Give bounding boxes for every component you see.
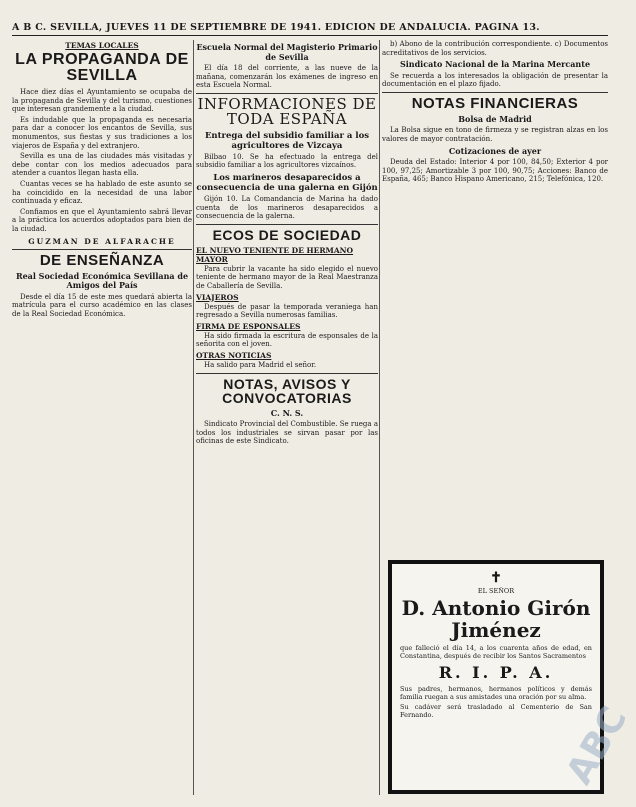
- divider: [196, 93, 378, 94]
- subhead-teniente: EL NUEVO TENIENTE DE HERMANO MAYOR: [196, 245, 354, 264]
- article-paragraph: Se recuerda a los interesados la obligación de presentar la documentación en el plazo fijado.: [382, 71, 608, 89]
- obituary-foot: Su cadáver será trasladado al Cementerio de San Fernando.: [400, 703, 592, 719]
- page-header: A B C. SEVILLA, JUEVES 11 DE SEPTIEMBRE DE 1941. EDICION DE ANDALUCIA. PAGINA 13.: [12, 22, 608, 36]
- divider: [196, 224, 378, 225]
- obituary-top: EL SEÑOR: [477, 587, 515, 595]
- subhead-bolsa: Bolsa de Madrid: [458, 113, 532, 124]
- article-paragraph: Hace diez días el Ayuntamiento se ocupaba de la propaganda de Sevilla y del turismo, cuestiones que interesan grandemente a la ciudad.: [12, 88, 192, 114]
- cross-icon: ✝: [490, 570, 502, 586]
- headline-propaganda: LA PROPAGANDA DE SEVILLA: [15, 51, 189, 84]
- column-rule: [379, 40, 380, 795]
- article-paragraph: Sindicato Provincial del Combustible. Se ruega a todos los industriales se sirvan pasar por las oficinas de este Sindicato.: [196, 420, 378, 446]
- divider: [196, 373, 378, 374]
- obituary-box: [388, 560, 604, 794]
- headline-financieras: NOTAS FINANCIERAS: [411, 94, 579, 112]
- article-paragraph: Confiamos en que el Ayuntamiento sabrá llevar a la práctica los acuerdos adoptados para bien de la ciudad.: [12, 207, 192, 233]
- subhead-subsidio: Entrega del subsidio familiar a los agricultores de Vizcaya: [204, 130, 370, 151]
- watermark: ABC: [559, 700, 636, 792]
- article-paragraph: Cuantas veces se ha hablado de este asunto se ha coincidido en la necesidad de una labor continuada y eficaz.: [12, 179, 192, 206]
- headline-ecos: ECOS DE SOCIEDAD: [212, 226, 362, 243]
- divider: [12, 249, 192, 250]
- section-otras: OTRAS NOTICIAS: [196, 350, 272, 360]
- obituary-body: Sus padres, hermanos, hermanos políticos y demás familia ruegan a sus amistades una oración por su alma.: [400, 685, 592, 701]
- subhead-marineros: Los marineros desaparecidos a consecuencia de una galerna en Gijón: [196, 172, 378, 193]
- subhead-cns: C. N. S.: [270, 407, 304, 418]
- article-paragraph: Después de pasar la temporada veraniega han regresado a Sevilla numerosas familias.: [196, 302, 378, 320]
- subhead-cotizaciones: Cotizaciones de ayer: [448, 145, 542, 156]
- article-paragraph: b) Abono de la contribución correspondiente. c) Documentos acreditativos de los servicios.: [382, 40, 608, 57]
- article-paragraph: Gijón 10. La Comandancia de Marina ha dado cuenta de los marineros desaparecidos a consecuencia de la galerna.: [196, 194, 378, 221]
- subhead-escuela-normal: Escuela Normal del Magisterio Primario de Sevilla: [196, 42, 378, 62]
- article-paragraph: Ha sido firmada la escritura de esponsales de la señorita con el joven.: [196, 331, 378, 349]
- signature: GUZMAN DE ALFARACHE: [28, 236, 176, 246]
- article-paragraph: Deuda del Estado: Interior 4 por 100, 84,50; Exterior 4 por 100, 97,25; Amortizable 3 por 100, 90,75; Acciones: Banco de España, 465; Banco Hispano Americano, 215; Telefónica, 120.: [382, 158, 608, 184]
- article-paragraph: El día 18 del corriente, a las nueve de la mañana, comenzarán los exámenes de ingreso en esta Escuela Normal.: [196, 64, 378, 90]
- obituary-line: que falleció el día 14, a los cuarenta años de edad, en Constantina, después de recibir los Santos Sacramentos: [400, 644, 592, 660]
- headline-ensenanza: DE ENSEÑANZA: [39, 251, 165, 269]
- article-paragraph: La Bolsa sigue en tono de firmeza y se registran alzas en los valores de mayor contratación.: [382, 126, 608, 143]
- kicker: TEMAS LOCALES: [65, 41, 139, 50]
- column-rule: [193, 40, 194, 795]
- subhead-marina: Sindicato Nacional de la Marina Mercante: [399, 59, 591, 70]
- article-paragraph: Desde el día 15 de este mes quedará abierta la matrícula para el curso académico en las clases de la Real Sociedad Económica.: [12, 292, 192, 318]
- subhead-sociedad: Real Sociedad Económica Sevillana de Amigos del País: [15, 270, 189, 290]
- obituary-ripa: R. I. P. A.: [438, 663, 554, 682]
- section-viajeros: VIAJEROS: [196, 292, 239, 302]
- section-esponsales: FIRMA DE ESPONSALES: [196, 321, 301, 331]
- divider: [382, 92, 608, 93]
- headline-informaciones: INFORMACIONES DE TODA ESPAÑA: [197, 94, 377, 128]
- column-1: [12, 40, 192, 795]
- article-paragraph: Ha salido para Madrid el señor.: [204, 360, 317, 369]
- article-paragraph: Bilbao 10. Se ha efectuado la entrega del subsidio familiar a los agricultores vizcaínos.: [196, 152, 378, 170]
- headline-notas-avisos: NOTAS, AVISOS Y CONVOCATORIAS: [222, 375, 352, 406]
- column-2: [196, 40, 378, 795]
- article-paragraph: Sevilla es una de las ciudades más visitadas y debe contar con los medios adecuados para atender a cuantos llegan hasta ella.: [12, 152, 192, 178]
- article-paragraph: Es indudable que la propaganda es necesaria para dar a conocer los encantos de Sevilla, sus monumentos, sus fiestas y sus tradiciones a los viajeros de España y del extranjero.: [12, 115, 192, 150]
- obituary-name: D. Antonio Girón Jiménez: [401, 596, 591, 642]
- article-paragraph: Para cubrir la vacante ha sido elegido el nuevo teniente de hermano mayor de la Real Maestranza de Caballería de Sevilla.: [196, 264, 378, 290]
